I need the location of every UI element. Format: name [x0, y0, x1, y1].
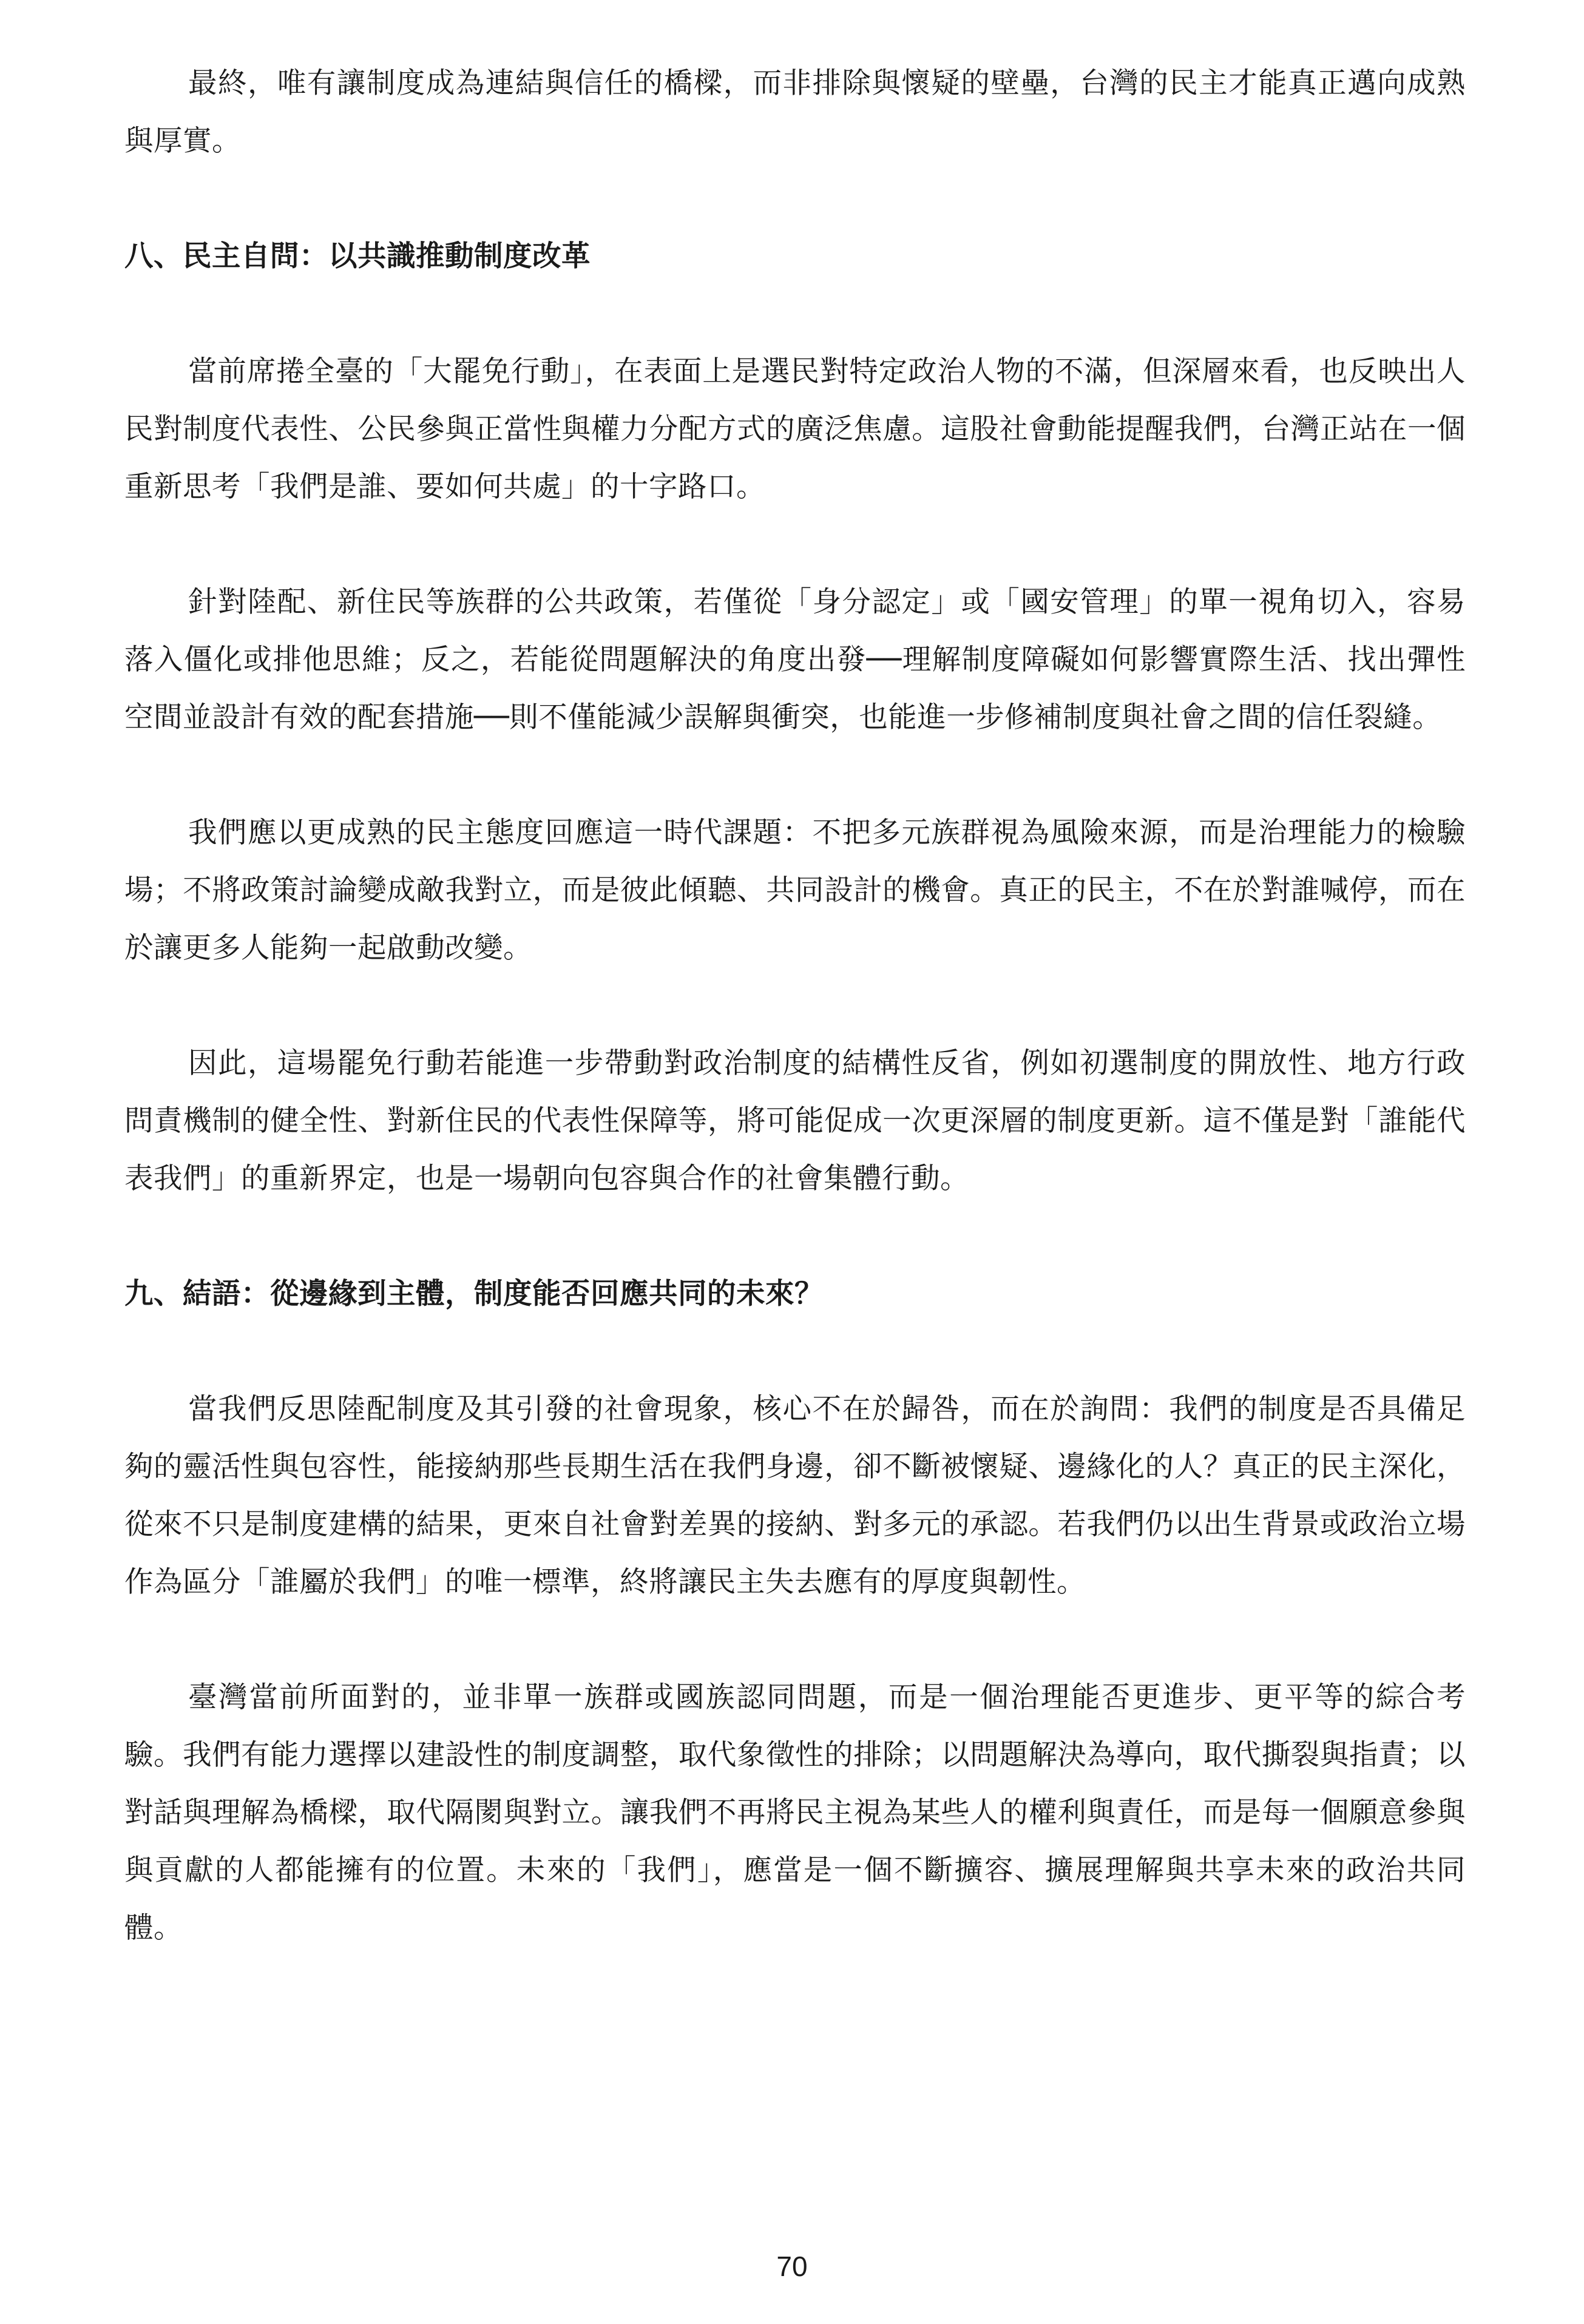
section-8-heading: 八、民主自問：以共識推動制度改革: [124, 240, 591, 273]
section-8-paragraph-4: 因此，這場罷免行動若能進一步帶動對政治制度的結構性反省，例如初選制度的開放性、地方行政問責機制的健全性、對新住民的代表性保障等，將可能促成一次更深層的制度更新。這不僅是對「誰能代表我們」的重新界定，也是一場朝向包容與合作的社會集體行動。: [124, 1047, 1466, 1195]
page-content: [124, 55, 1466, 2015]
page-number: 70: [776, 2251, 808, 2282]
section-9-paragraph-1: 當我們反思陸配制度及其引發的社會現象，核心不在於歸咎，而在於詢問：我們的制度是否具備足夠的靈活性與包容性，能接納那些長期生活在我們身邊，卻不斷被懷疑、邊緣化的人？真正的民主深化，從來不只是制度建構的結果，更來自社會對差異的接納、對多元的承認。若我們仍以出生背景或政治立場作為區分「誰屬於我們」的唯一標準，終將讓民主失去應有的厚度與韌性。: [124, 1393, 1466, 1599]
section-8-paragraph-2: 針對陸配、新住民等族群的公共政策，若僅從「身分認定」或「國安管理」的單一視角切入，容易落入僵化或排他思維；反之，若能從問題解決的角度出發──理解制度障礙如何影響實際生活、找出彈性空間並設計有效的配套措施──則不僅能減少誤解與衝突，也能進一步修補制度與社會之間的信任裂縫。: [124, 586, 1466, 734]
section-9-paragraph-2: 臺灣當前所面對的，並非單一族群或國族認同問題，而是一個治理能否更進步、更平等的綜合考驗。我們有能力選擇以建設性的制度調整，取代象徵性的排除；以問題解決為導向，取代撕裂與指責；以對話與理解為橋樑，取代隔閡與對立。讓我們不再將民主視為某些人的權利與責任，而是每一個願意參與與貢獻的人都能擁有的位置。未來的「我們」，應當是一個不斷擴容、擴展理解與共享未來的政治共同體。: [124, 1681, 1466, 1945]
intro-paragraph: 最終，唯有讓制度成為連結與信任的橋樑，而非排除與懷疑的壁壘，台灣的民主才能真正邁向成熟與厚實。: [124, 67, 1466, 158]
section-9-heading: 九、結語：從邊緣到主體，制度能否回應共同的未來？: [124, 1277, 824, 1311]
section-8-paragraph-1: 當前席捲全臺的「大罷免行動」，在表面上是選民對特定政治人物的不滿，但深層來看，也反映出人民對制度代表性、公民參與正當性與權力分配方式的廣泛焦慮。這股社會動能提醒我們，台灣正站在一個重新思考「我們是誰、要如何共處」的十字路口。: [124, 355, 1466, 504]
section-8-paragraph-3: 我們應以更成熟的民主態度回應這一時代課題：不把多元族群視為風險來源，而是治理能力的檢驗場；不將政策討論變成敵我對立，而是彼此傾聽、共同設計的機會。真正的民主，不在於對誰喊停，而在於讓更多人能夠一起啟動改變。: [124, 816, 1466, 965]
